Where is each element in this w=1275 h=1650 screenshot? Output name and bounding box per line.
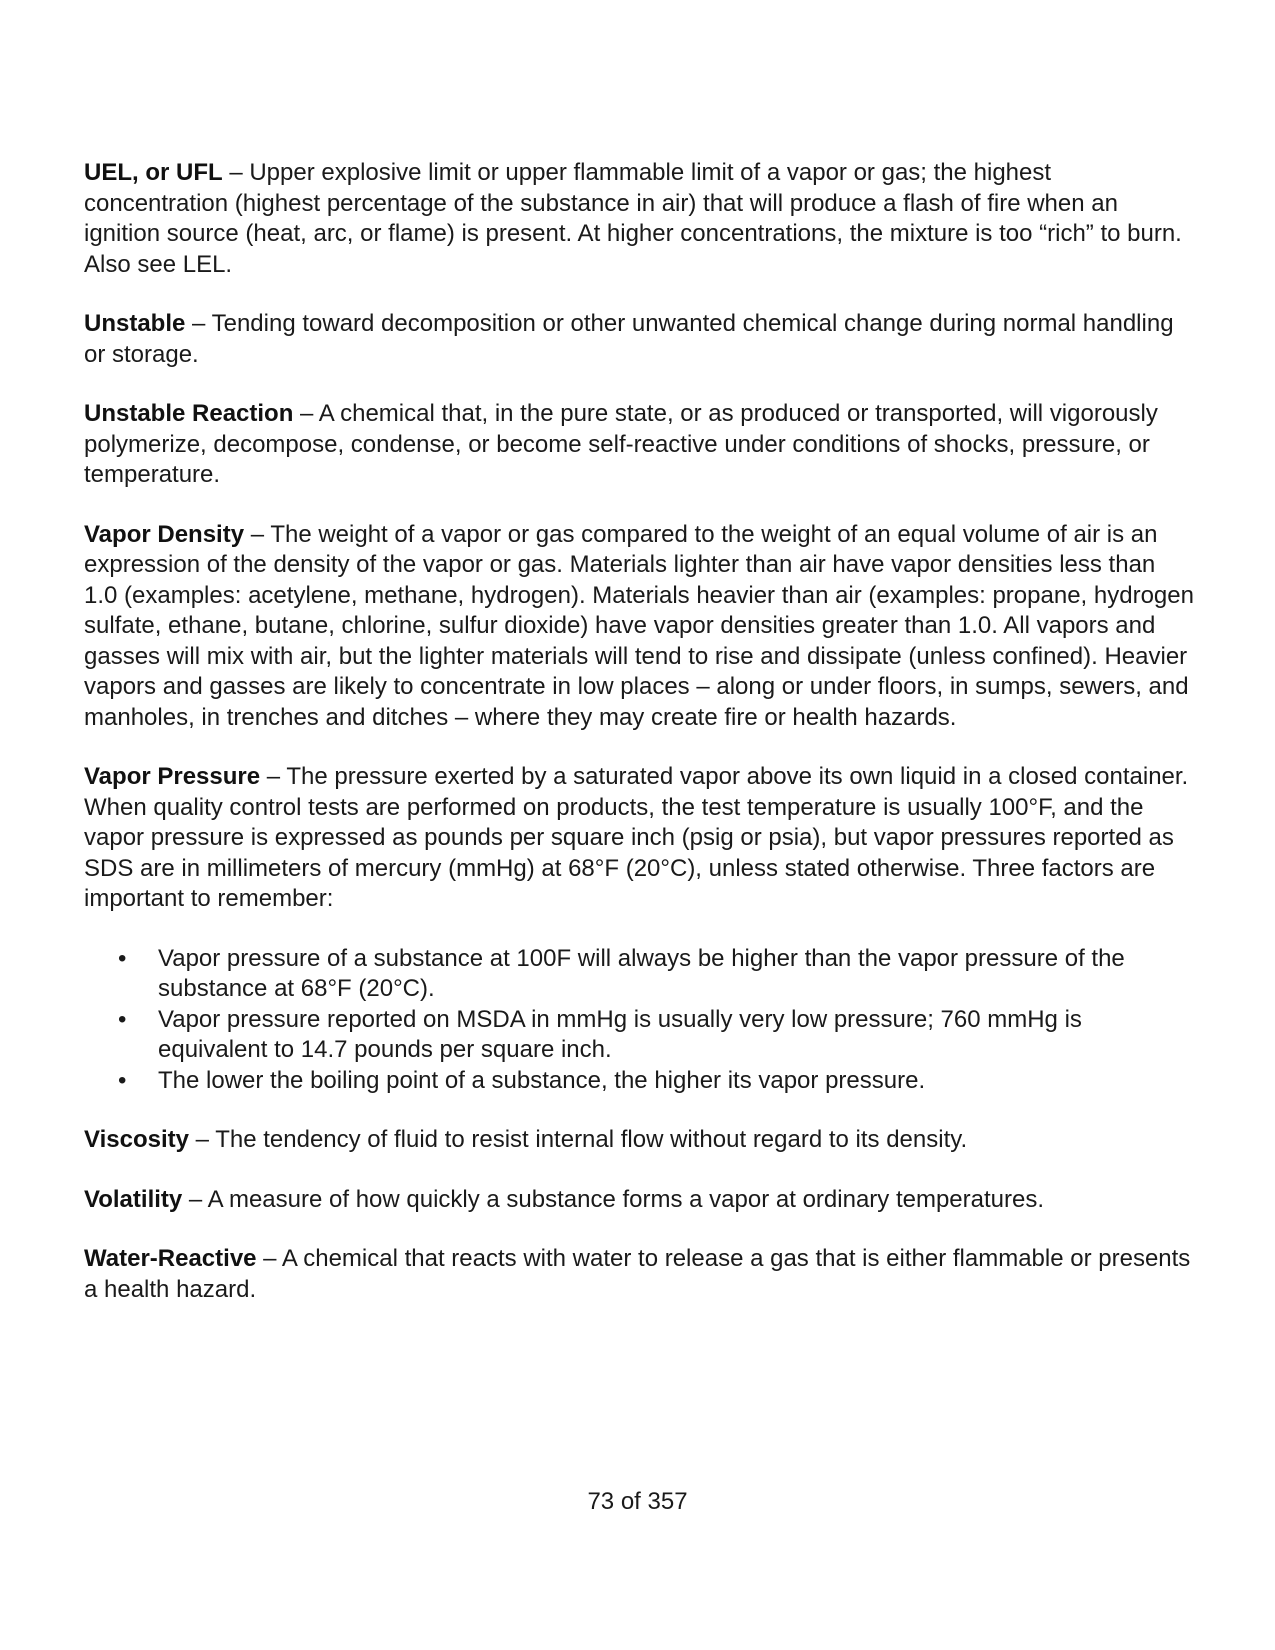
glossary-definition: – A chemical that, in the pure state, or as produced or transported, will vigorously polymerize, decompose, condense, or become self-reactive under conditions of shocks, pressure, or temperature. (84, 400, 1158, 488)
bullet-text: Vapor pressure of a substance at 100F will always be higher than the vapor pressure of the substance at 68°F (20°C). (158, 944, 1125, 1002)
glossary-entry-vapor-pressure (84, 762, 1194, 915)
glossary-entry-volatility (84, 1185, 1194, 1216)
glossary-entry-viscosity (84, 1125, 1194, 1156)
bullet-icon: • (118, 944, 127, 972)
glossary-term: Water-Reactive (84, 1245, 257, 1272)
glossary-term: Volatility (84, 1185, 183, 1213)
vapor-pressure-bullet-list (84, 944, 1194, 1097)
bullet-text: The lower the boiling point of a substance, the higher its vapor pressure. (158, 1066, 926, 1094)
list-item (118, 1005, 1194, 1066)
glossary-entry-unstable-reaction (84, 399, 1194, 491)
glossary-entry-uel (84, 158, 1194, 280)
bullet-text: Vapor pressure reported on MSDA in mmHg is usually very low pressure; 760 mmHg is equivalent to 14.7 pounds per square inch. (158, 1005, 1082, 1063)
glossary-definition: – A chemical that reacts with water to release a gas that is either flammable or presents a health hazard. (84, 1245, 1191, 1303)
glossary-page (84, 158, 1194, 1334)
glossary-definition: – The weight of a vapor or gas compared to the weight of an equal volume of air is an expression of the density of the vapor or gas. Materials lighter than air have vapor densities less than 1.0 (examples: acetylene, methane, hydrogen). Materials heavier than air (examples: propane, hydrogen sulfate, ethane, butane, chlorine, sulfur dioxide) have vapor densities greater than 1.0. All vapors and gasses will mix with air, but the lighter materials will tend to rise and dissipate (unless confined). Heavier vapors and gasses are likely to concentrate in low places – along or under floors, in sumps, sewers, and manholes, in trenches and ditches – where they may create fire or health hazards. (84, 520, 1194, 731)
list-item (118, 944, 1194, 1005)
glossary-entry-unstable (84, 309, 1194, 370)
glossary-term: Vapor Pressure (84, 763, 261, 790)
glossary-definition: – Tending toward decomposition or other unwanted chemical change during normal handling or storage. (84, 310, 1174, 368)
glossary-definition: – Upper explosive limit or upper flammable limit of a vapor or gas; the highest concentration (highest percentage of the substance in air) that will produce a flash of fire when an ignition source (heat, arc, or flame) is present. At higher concentrations, the mixture is too “rich” to burn. Also see LEL. (84, 159, 1182, 278)
glossary-term: Unstable Reaction (84, 400, 294, 427)
bullet-icon: • (118, 1005, 127, 1033)
glossary-definition: – The tendency of fluid to resist internal flow without regard to its density. (188, 1126, 968, 1153)
glossary-term: UEL, or UFL (84, 159, 223, 186)
glossary-term: Viscosity (84, 1126, 189, 1153)
glossary-term: Unstable (84, 310, 186, 337)
glossary-definition: – The pressure exerted by a saturated vapor above its own liquid in a closed container. When quality control tests are performed on products, the test temperature is usually 100°F, and the vapor pressure is expressed as pounds per square inch (psig or psia), but vapor pressures reported as SDS are in millimeters of mercury (mmHg) at 68°F (20°C), unless stated otherwise. Three factors are important to remember: (84, 763, 1189, 912)
page-number: 73 of 357 (587, 1488, 688, 1515)
bullet-icon: • (118, 1066, 127, 1094)
glossary-entry-vapor-density (84, 520, 1194, 734)
glossary-entry-water-reactive (84, 1244, 1194, 1305)
glossary-definition: – A measure of how quickly a substance forms a vapor at ordinary temperatures. (182, 1185, 1045, 1213)
glossary-term: Vapor Density (84, 520, 245, 548)
list-item (118, 1066, 1194, 1097)
